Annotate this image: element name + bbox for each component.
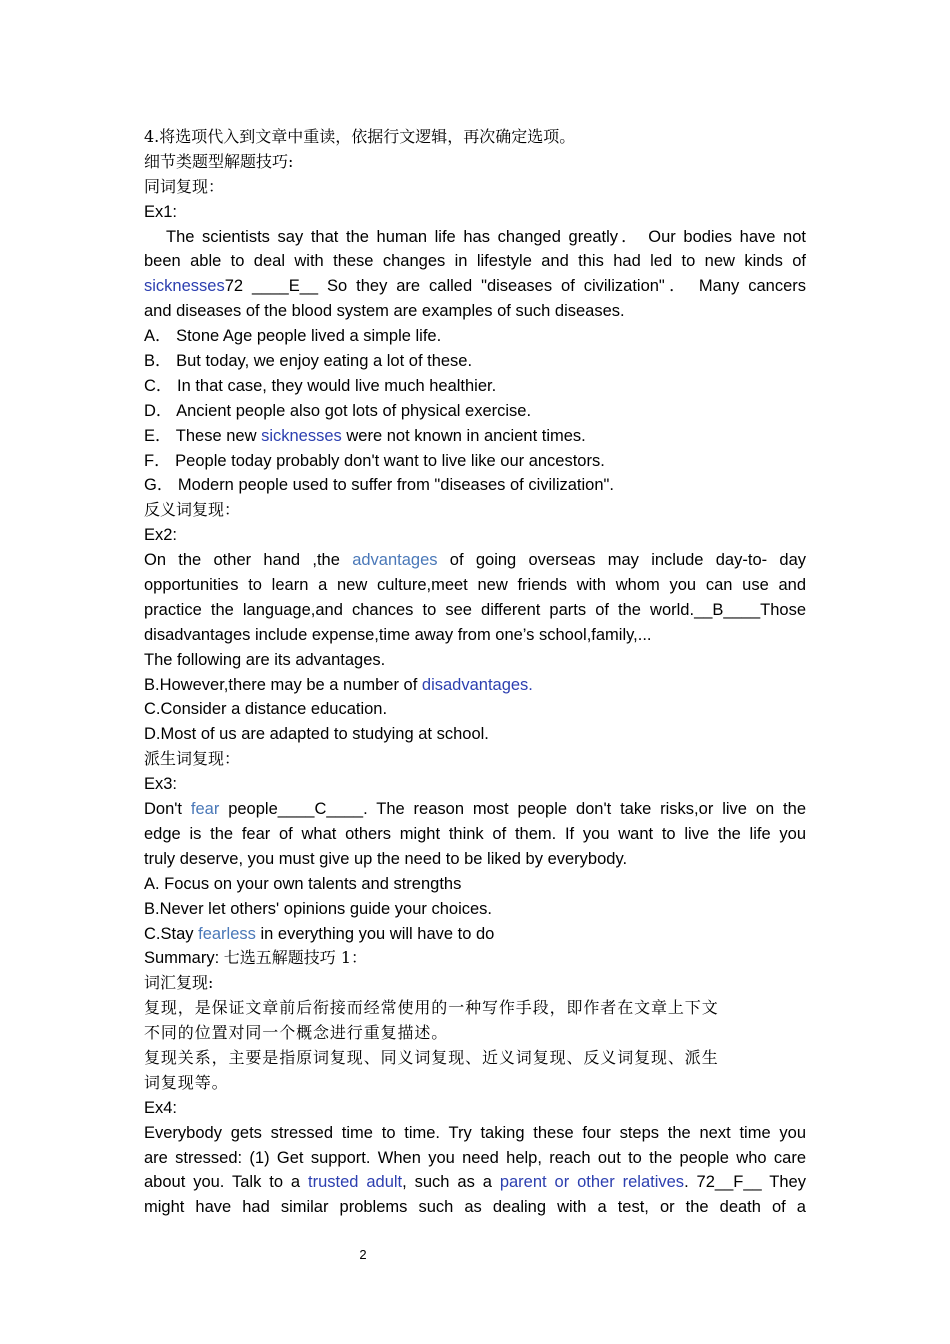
text-span: were not known in ancient times. [341,426,586,445]
option-line: D． Ancient people also got lots of physical exercise. [144,401,532,420]
summary-line [144,946,806,971]
text-line [144,548,806,573]
text-span: E． These new [144,426,262,445]
section-heading: 同词复现： [144,176,225,196]
text-line: and diseases of the blood system are examples of such diseases. [144,302,625,321]
text-line: 复现，是保证文章前后衔接而经常使用的一种写作手段，即作者在文章上下文 [144,998,719,1018]
text-line: The scientists say that the human life has changed greatly． Our bodies have not [166,227,806,246]
example-label: Ex3: [144,775,178,794]
text-line: opportunities to learn a new culture,meet new friends with whom you can use and [144,576,806,595]
text-span: , such as a [402,1173,500,1192]
example-label: Ex1: [144,202,178,221]
option-line: A． Stone Age people lived a simple life. [144,327,442,346]
text-line: Everybody gets stressed time to time. Try taking these four steps the next time you [144,1123,806,1142]
option-line: The following are its advantages. [144,650,386,669]
text-line: truly deserve, you must give up the need to be liked by everybody. [144,849,628,868]
text-span: Summary: [144,949,224,968]
text-span: B.However,there may be a number of [144,675,422,694]
text-span: about you. Talk to a [144,1173,308,1192]
text-line: practice the language,and chances to see different parts of the world.__B____Those [144,600,806,619]
text-span: On the other hand ,the [144,551,353,570]
keyword-highlight: fear [190,800,220,819]
text-line [144,274,806,299]
option-line: G． Modern people used to suffer from "diseases of civilization". [144,476,614,495]
text-span: . 72__F__ They [684,1173,806,1192]
option-line: F． People today probably don't want to live like our ancestors. [144,451,605,470]
keyword-highlight: disadvantages. [421,675,533,694]
text-span: 72 ____E__ So they are called "diseases of civilization"． Many cancers [224,277,806,296]
text-line: are stressed: (1) Get support. When you need help, reach out to the people who care [144,1148,806,1167]
option-line: C.Consider a distance education. [144,700,388,719]
text-span: of going overseas may include day-to- day [437,551,806,570]
text-line: 复现关系，主要是指原词复现、同义词复现、近义词复现、反义词复现、派生 [144,1047,719,1067]
text-line [144,1170,806,1195]
keyword-highlight: fearless [198,924,256,943]
text-line: edge is the fear of what others might think of them. If you want to live the life you [144,824,806,843]
option-line [144,424,806,449]
text-line: been able to deal with these changes in lifestyle and this had led to new kinds of [144,252,806,271]
text-line [144,797,806,822]
example-label: Ex4: [144,1098,178,1117]
text-span: in everything you will have to do [255,924,495,943]
document-page [144,125,806,1220]
option-line [144,673,806,698]
option-line: A. Focus on your own talents and strengths [144,874,462,893]
text-line: 词复现等。 [144,1072,229,1092]
option-line: B.Never let others' opinions guide your choices. [144,899,493,918]
option-line: C． In that case, they would live much healthier. [144,376,497,395]
text-line: 不同的位置对同一个概念进行重复描述。 [144,1023,449,1043]
page-number: 2 [359,1247,367,1262]
section-heading: 细节类题型解题技巧: [144,151,294,171]
section-heading: 派生词复现： [144,749,241,769]
text-line: disadvantages include expense,time away from one’s school,family,... [144,625,652,644]
keyword-highlight: sicknesses [144,277,225,296]
keyword-highlight: advantages [352,551,438,570]
option-line: D.Most of us are adapted to studying at school. [144,725,489,744]
text-line: 4.将选项代入到文章中重读，依据行文逻辑，再次确定选项。 [144,127,576,146]
section-heading: 词汇复现: [144,973,214,993]
text-span: 七选五解题技巧 1： [223,948,368,968]
option-line [144,922,806,947]
text-span: Don't [144,800,191,819]
example-label: Ex2: [144,526,178,545]
text-line: might have had similar problems such as dealing with a test, or the death of a [144,1198,806,1217]
text-span: people____C____. The reason most people don't take risks,or live on the [219,800,806,819]
option-line: B． But today, we enjoy eating a lot of these. [144,352,473,371]
keyword-highlight: parent or other relatives [499,1173,685,1192]
keyword-highlight: trusted adult [308,1173,403,1192]
text-span: C.Stay [144,924,199,943]
section-heading: 反义词复现： [144,500,241,520]
keyword-highlight: sicknesses [261,426,342,445]
